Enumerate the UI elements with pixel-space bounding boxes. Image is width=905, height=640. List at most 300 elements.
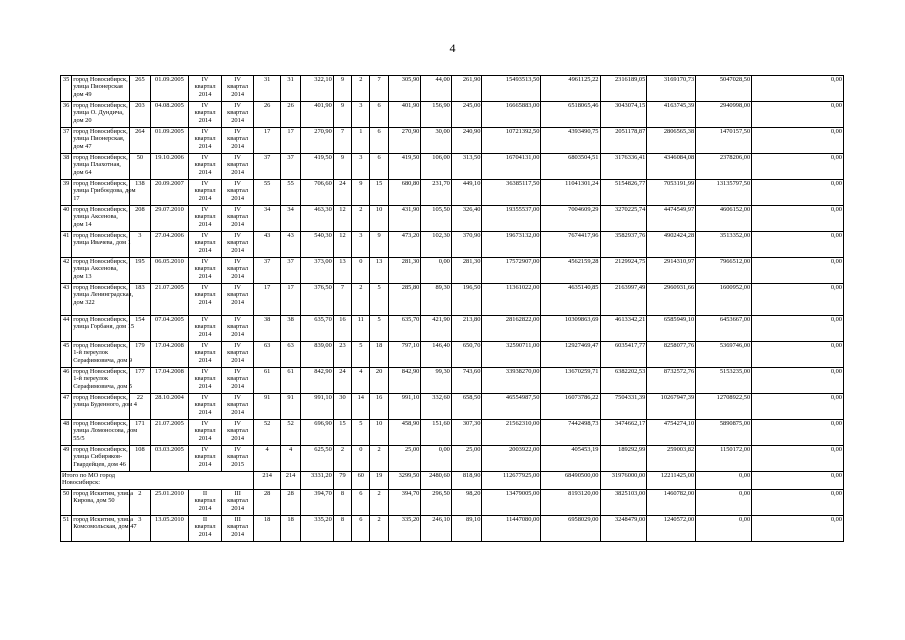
value-d: 11 [352, 316, 370, 342]
row-number: 40 [61, 206, 72, 232]
value-e: 2 [370, 516, 388, 542]
planned-quarter [189, 284, 222, 316]
planned-quarter [189, 394, 222, 420]
value-g: 89,30 [421, 284, 452, 316]
value-c: 9 [333, 154, 351, 180]
row-number: 41 [61, 232, 72, 258]
demolition-quarter-line: 2014 [231, 168, 245, 176]
planned-quarter [189, 232, 222, 258]
planned-quarter-line: IV [201, 420, 209, 427]
planned-quarter [189, 342, 222, 368]
planned-quarter-line: квартал [194, 349, 216, 357]
address [72, 394, 138, 420]
total-b: 214 [280, 472, 300, 490]
value-a: 17 [254, 128, 280, 154]
address [72, 368, 133, 394]
value-t3: 6382202,53 [600, 368, 647, 394]
value-t1: 46554987,50 [482, 394, 541, 420]
value-h: 196,50 [451, 284, 482, 316]
planned-quarter [189, 490, 222, 516]
demolition-quarter-line: 2014 [231, 298, 245, 306]
value-a: 38 [254, 316, 280, 342]
value-a: 37 [254, 258, 280, 284]
doc-number: 50 [130, 154, 150, 180]
planned-quarter-line: 2014 [198, 408, 212, 416]
demolition-quarter-line: IV [234, 394, 241, 401]
address [72, 316, 135, 342]
demolition-quarter [221, 368, 254, 394]
demolition-quarter-line: IV [234, 232, 241, 239]
address-line [73, 409, 128, 416]
address-line: город Новосибирск, [73, 102, 128, 109]
value-h: 240,90 [451, 128, 482, 154]
value-t5: 13135797,50 [696, 180, 752, 206]
total-t2: 68490500,00 [541, 472, 600, 490]
value-f: 419,50 [388, 154, 421, 180]
planned-quarter-line: II [202, 516, 208, 523]
demolition-quarter-line: квартал [227, 323, 249, 331]
value-h: 307,30 [451, 420, 482, 446]
value-area: 373,00 [301, 258, 334, 284]
value-a: 91 [254, 394, 280, 420]
value-c: 12 [333, 206, 351, 232]
planned-quarter-line: квартал [194, 323, 216, 331]
table-row [61, 516, 844, 542]
value-h: 650,70 [451, 342, 482, 368]
total-d: 60 [352, 472, 370, 490]
planned-quarter [189, 180, 222, 206]
value-g: 44,00 [421, 76, 452, 102]
value-f: 285,80 [388, 284, 421, 316]
value-f: 281,30 [388, 258, 421, 284]
demolition-quarter-line: квартал [227, 213, 249, 221]
value-t2: 6518065,46 [541, 102, 600, 128]
value-t1: 16665883,00 [482, 102, 541, 128]
demolition-quarter [221, 284, 254, 316]
value-t3: 3270225,74 [600, 206, 647, 232]
doc-number: 203 [130, 102, 150, 128]
value-d: 2 [352, 76, 370, 102]
total-t5: 0,00 [696, 472, 752, 490]
value-t6: 0,00 [752, 258, 844, 284]
value-a: 26 [254, 102, 280, 128]
address-line: город Новосибирск, [73, 180, 128, 187]
value-t3: 189292,99 [600, 446, 647, 472]
value-t2: 11041301,24 [541, 180, 600, 206]
demolition-quarter-line: квартал [227, 453, 249, 461]
value-t1: 28162822,00 [482, 316, 541, 342]
address-line: город Искитим, улица [73, 516, 134, 523]
row-number: 48 [61, 420, 72, 446]
address-line: город Новосибирск, [73, 420, 128, 427]
row-number: 43 [61, 284, 72, 316]
demolition-quarter-line: квартал [227, 523, 249, 531]
total-t1: 112677925,00 [482, 472, 541, 490]
value-e: 2 [370, 446, 388, 472]
demolition-quarter-line: квартал [227, 135, 249, 143]
value-t3: 2051178,87 [600, 128, 647, 154]
value-b: 55 [280, 180, 300, 206]
demolition-quarter [221, 342, 254, 368]
address-line: город Искитим, улица [73, 490, 134, 497]
value-t2: 405453,19 [541, 446, 600, 472]
demolition-quarter-line: IV [234, 284, 241, 291]
address-line: город Новосибирск, [73, 206, 128, 213]
value-b: 4 [280, 446, 300, 472]
value-c: 16 [333, 316, 351, 342]
value-b: 61 [280, 368, 300, 394]
address-line: дом 49 [73, 90, 92, 98]
doc-date: 04.08.2005 [150, 102, 189, 128]
address-line: Комсомольская, дом 47 [73, 523, 137, 531]
doc-date: 01.09.2005 [150, 128, 189, 154]
address-line: улица Горбаня, дом 15 [73, 323, 135, 331]
address-line: улица Сибиряков- [73, 453, 123, 461]
value-t3: 2163997,49 [600, 284, 647, 316]
value-d: 1 [352, 128, 370, 154]
value-d: 3 [352, 232, 370, 258]
total-t3: 31976000,00 [600, 472, 647, 490]
total-f: 3299,50 [388, 472, 421, 490]
doc-number: 22 [130, 394, 150, 420]
value-h: 261,90 [451, 76, 482, 102]
planned-quarter [189, 102, 222, 128]
demolition-quarter-line: 2014 [231, 116, 245, 124]
value-t6: 0,00 [752, 128, 844, 154]
value-e: 6 [370, 128, 388, 154]
value-c: 15 [333, 420, 351, 446]
planned-quarter-line: IV [201, 76, 209, 83]
value-t6: 0,00 [752, 342, 844, 368]
doc-number: 179 [130, 342, 150, 368]
value-t4: 3169170,73 [647, 76, 696, 102]
planned-quarter-line: квартал [194, 135, 216, 143]
table-row [61, 490, 844, 516]
planned-quarter-line: 2014 [198, 434, 212, 442]
value-e: 16 [370, 394, 388, 420]
row-number: 35 [61, 76, 72, 102]
value-e: 6 [370, 102, 388, 128]
value-f: 305,90 [388, 76, 421, 102]
planned-quarter-line: IV [201, 128, 209, 135]
value-t3: 3176336,41 [600, 154, 647, 180]
value-t4: 259003,82 [647, 446, 696, 472]
demolition-quarter [221, 128, 254, 154]
total-label-line: Итого по МО город [62, 472, 115, 479]
demolition-quarter-line: IV [234, 420, 241, 427]
value-g: 332,60 [421, 394, 452, 420]
planned-quarter-line: квартал [194, 239, 216, 247]
value-g: 246,10 [421, 516, 452, 542]
value-b: 31 [280, 76, 300, 102]
value-g: 0,00 [421, 258, 452, 284]
doc-number: 195 [130, 258, 150, 284]
value-t4: 8258077,76 [647, 342, 696, 368]
value-t2: 4393490,75 [541, 128, 600, 154]
demolition-quarter-line: квартал [227, 187, 249, 195]
address-line: улица Буденного, дом 4 [73, 401, 138, 409]
value-a: 28 [254, 490, 280, 516]
table-row [61, 232, 844, 258]
value-t4: 10267947,39 [647, 394, 696, 420]
address-line: город Новосибирск, [73, 394, 128, 401]
value-area: 540,30 [301, 232, 334, 258]
value-b: 28 [280, 490, 300, 516]
address-line [73, 531, 128, 538]
value-c: 12 [333, 232, 351, 258]
planned-quarter-line: квартал [194, 187, 216, 195]
value-g: 421,90 [421, 316, 452, 342]
doc-date: 07.04.2005 [150, 316, 189, 342]
planned-quarter-line: 2014 [198, 220, 212, 228]
address-line: город Новосибирск, [73, 316, 128, 323]
demolition-quarter-line: квартал [227, 375, 249, 383]
address [72, 76, 130, 102]
planned-quarter-line: квартал [194, 375, 216, 383]
doc-date: 13.05.2010 [150, 516, 189, 542]
value-b: 52 [280, 420, 300, 446]
value-f: 394,70 [388, 490, 421, 516]
demolition-quarter-line: квартал [227, 401, 249, 409]
value-t2: 7674417,96 [541, 232, 600, 258]
doc-number: 154 [130, 316, 150, 342]
total-t4: 12211425,00 [647, 472, 696, 490]
demolition-quarter-line: 2014 [231, 90, 245, 98]
demolition-quarter-line: 2014 [231, 530, 245, 538]
value-f: 473,20 [388, 232, 421, 258]
demolition-quarter [221, 180, 254, 206]
value-e: 18 [370, 342, 388, 368]
value-c: 8 [333, 516, 351, 542]
doc-date: 21.07.2005 [150, 284, 189, 316]
demolition-quarter-line: III [234, 516, 241, 523]
value-b: 17 [280, 128, 300, 154]
value-t1: 17572907,00 [482, 258, 541, 284]
value-g: 231,70 [421, 180, 452, 206]
total-row [61, 472, 844, 490]
value-c: 9 [333, 102, 351, 128]
value-t4: 4163745,39 [647, 102, 696, 128]
value-g: 106,00 [421, 154, 452, 180]
demolition-quarter-line: III [234, 490, 241, 497]
planned-quarter-line: квартал [194, 401, 216, 409]
address-line: дом 64 [73, 168, 92, 176]
total-e: 19 [370, 472, 388, 490]
value-t4: 7053191,99 [647, 180, 696, 206]
value-t5: 0,00 [696, 516, 752, 542]
value-b: 18 [280, 516, 300, 542]
demolition-quarter-line: 2015 [231, 460, 245, 468]
demolition-quarter-line: 2014 [231, 142, 245, 150]
value-area: 401,90 [301, 102, 334, 128]
value-t3: 3248479,00 [600, 516, 647, 542]
value-t2: 10309863,69 [541, 316, 600, 342]
value-area: 394,70 [301, 490, 334, 516]
planned-quarter-line: IV [201, 394, 209, 401]
value-area: 419,50 [301, 154, 334, 180]
address-line: дом 13 [73, 272, 92, 280]
value-t3: 3825103,00 [600, 490, 647, 516]
demolition-quarter [221, 420, 254, 446]
planned-quarter-line: 2014 [198, 298, 212, 306]
value-g: 102,30 [421, 232, 452, 258]
total-g: 2480,60 [421, 472, 452, 490]
demolition-quarter-line: квартал [227, 109, 249, 117]
value-e: 5 [370, 316, 388, 342]
value-d: 3 [352, 154, 370, 180]
doc-date: 29.07.2010 [150, 206, 189, 232]
planned-quarter-line: квартал [194, 291, 216, 299]
value-t2: 16073786,22 [541, 394, 600, 420]
demolition-quarter-line: 2014 [231, 504, 245, 512]
value-c: 30 [333, 394, 351, 420]
value-t5: 4606152,00 [696, 206, 752, 232]
value-t4: 6585949,10 [647, 316, 696, 342]
value-b: 37 [280, 154, 300, 180]
value-t1: 10721392,50 [482, 128, 541, 154]
demolition-quarter-line: квартал [227, 239, 249, 247]
row-number: 39 [61, 180, 72, 206]
value-area: 696,90 [301, 420, 334, 446]
value-f: 842,90 [388, 368, 421, 394]
address-line [73, 331, 128, 338]
value-t5: 1600952,00 [696, 284, 752, 316]
value-t1: 21562310,00 [482, 420, 541, 446]
address [72, 258, 130, 284]
doc-number: 264 [130, 128, 150, 154]
value-t2: 13670259,71 [541, 368, 600, 394]
value-t3: 4613342,21 [600, 316, 647, 342]
demolition-quarter [221, 232, 254, 258]
value-t4: 4474549,97 [647, 206, 696, 232]
planned-quarter [189, 316, 222, 342]
value-c: 8 [333, 490, 351, 516]
doc-number: 108 [130, 446, 150, 472]
demolition-quarter-line: IV [234, 206, 241, 213]
table-row [61, 342, 844, 368]
value-area: 635,70 [301, 316, 334, 342]
demolition-quarter [221, 316, 254, 342]
address-line: Серафимовича, дом 5 [73, 382, 133, 390]
table-row [61, 316, 844, 342]
demolition-quarter-line: 2014 [231, 220, 245, 228]
address-line [73, 247, 128, 254]
value-t1: 32590711,00 [482, 342, 541, 368]
address [72, 490, 134, 516]
value-d: 6 [352, 516, 370, 542]
address [72, 420, 138, 446]
address [72, 206, 130, 232]
value-t4: 8732572,76 [647, 368, 696, 394]
total-a: 214 [254, 472, 280, 490]
value-g: 99,30 [421, 368, 452, 394]
doc-date: 17.04.2008 [150, 368, 189, 394]
planned-quarter-line: IV [201, 232, 209, 239]
total-c: 79 [333, 472, 351, 490]
doc-number: 3 [130, 516, 150, 542]
value-h: 313,50 [451, 154, 482, 180]
value-t2: 7442498,73 [541, 420, 600, 446]
value-f: 635,70 [388, 316, 421, 342]
table-row [61, 76, 844, 102]
value-e: 7 [370, 76, 388, 102]
planned-quarter-line: IV [201, 258, 209, 265]
demolition-quarter [221, 154, 254, 180]
planned-quarter-line: 2014 [198, 142, 212, 150]
value-h: 370,90 [451, 232, 482, 258]
value-d: 2 [352, 284, 370, 316]
value-g: 151,60 [421, 420, 452, 446]
demolition-quarter-line: квартал [227, 291, 249, 299]
value-t2: 4635140,85 [541, 284, 600, 316]
value-e: 10 [370, 420, 388, 446]
table-body [61, 76, 844, 542]
doc-number: 2 [130, 490, 150, 516]
value-f: 680,80 [388, 180, 421, 206]
value-d: 4 [352, 368, 370, 394]
value-a: 4 [254, 446, 280, 472]
value-a: 43 [254, 232, 280, 258]
address-line: дом 14 [73, 220, 92, 228]
value-h: 281,30 [451, 258, 482, 284]
table-row [61, 206, 844, 232]
planned-quarter-line: 2014 [198, 460, 212, 468]
value-t1: 36385117,50 [482, 180, 541, 206]
value-d: 6 [352, 490, 370, 516]
row-number: 46 [61, 368, 72, 394]
demolition-quarter-line: IV [234, 76, 241, 83]
planned-quarter-line: IV [201, 102, 209, 109]
value-e: 10 [370, 206, 388, 232]
value-t1: 15493513,50 [482, 76, 541, 102]
doc-date: 06.05.2010 [150, 258, 189, 284]
address-line: город Новосибирск, [73, 232, 128, 239]
value-a: 55 [254, 180, 280, 206]
planned-quarter-line: квартал [194, 265, 216, 273]
value-a: 34 [254, 206, 280, 232]
table-row [61, 368, 844, 394]
value-t5: 12708922,50 [696, 394, 752, 420]
value-g: 105,50 [421, 206, 452, 232]
doc-number: 208 [130, 206, 150, 232]
demolition-quarter-line: 2014 [231, 408, 245, 416]
value-t4: 1460782,00 [647, 490, 696, 516]
value-t2: 12927469,47 [541, 342, 600, 368]
address [72, 154, 130, 180]
address-line: город Новосибирск, [73, 342, 128, 349]
value-t1: 16704131,00 [482, 154, 541, 180]
value-a: 61 [254, 368, 280, 394]
value-t1: 19673132,00 [482, 232, 541, 258]
value-g: 30,00 [421, 128, 452, 154]
value-t3: 3582937,76 [600, 232, 647, 258]
value-a: 17 [254, 284, 280, 316]
doc-date: 20.09.2007 [150, 180, 189, 206]
value-b: 37 [280, 258, 300, 284]
value-h: 25,00 [451, 446, 482, 472]
total-t6: 0,00 [752, 472, 844, 490]
value-a: 18 [254, 516, 280, 542]
value-f: 458,90 [388, 420, 421, 446]
planned-quarter-line: квартал [194, 109, 216, 117]
address [72, 516, 137, 542]
row-number: 42 [61, 258, 72, 284]
table-row [61, 128, 844, 154]
value-area: 376,50 [301, 284, 334, 316]
value-t5: 0,00 [696, 490, 752, 516]
value-a: 31 [254, 76, 280, 102]
address-line: улица О. Дундича, [73, 109, 124, 117]
